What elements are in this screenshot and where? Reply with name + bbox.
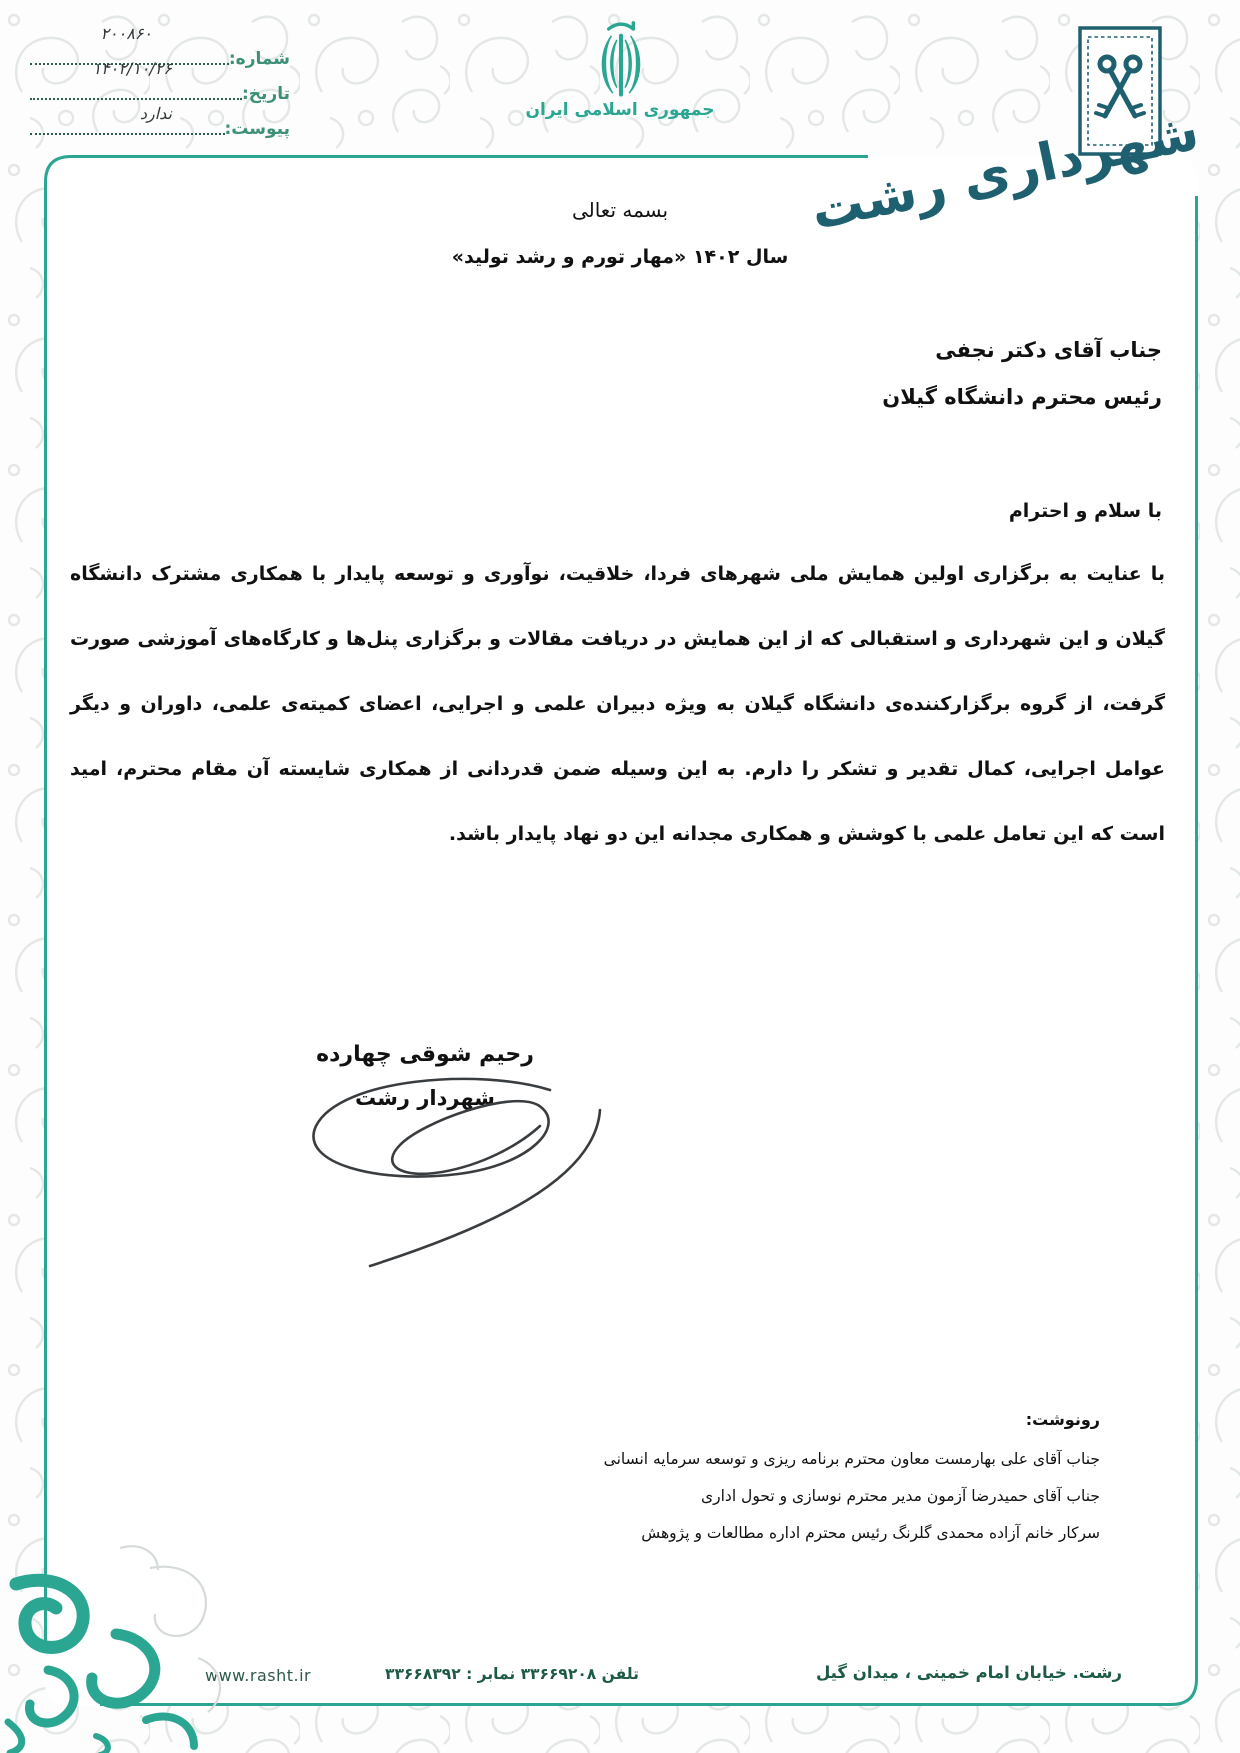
iran-emblem-icon: [585, 18, 657, 100]
attachment-dotted-line: [30, 133, 225, 135]
bismillah: بسمه تعالی: [571, 198, 669, 222]
number-value: ۲۰۰۸۶۰: [100, 24, 152, 43]
emblem-caption: جمهوری اسلامی ایران: [525, 100, 715, 120]
date-label: تاریخ:: [242, 84, 290, 104]
attachment-label: پیوست:: [224, 119, 290, 139]
signer-name: رحیم شوقی چهارده: [316, 1042, 534, 1067]
recipient-title: رئیس محترم دانشگاه گیلان: [882, 385, 1162, 409]
reference-fields: [28, 24, 290, 144]
number-label: شماره:: [228, 49, 290, 69]
signer-title: شهردار رشت: [355, 1086, 495, 1111]
footer-phone-fax: تلفن ۳۳۶۶۹۲۰۸ نمابر : ۳۳۶۶۸۳۹۲: [385, 1665, 639, 1683]
attachment-value: ندارد: [139, 104, 172, 123]
cc-item: جناب آقای علی بهارمست معاون محترم برنامه ریزی و توسعه سرمایه انسانی: [603, 1450, 1100, 1468]
cc-item: جناب آقای حمیدرضا آزمون مدیر محترم نوسازی و تحول اداری: [701, 1487, 1100, 1505]
signature-block: [275, 1042, 575, 1110]
cc-label: رونوشت:: [1025, 1410, 1100, 1429]
recipient-name: جناب آقای دکتر نجفی: [935, 338, 1162, 362]
salutation: با سلام و احترام: [1008, 500, 1162, 522]
date-value: ۱۴۰۲/۱۰/۲۶: [92, 59, 172, 78]
org-name-calligraphy: شهرداری رشت: [806, 101, 1205, 243]
cc-item: سرکار خانم آزاده محمدی گلرنگ رئیس محترم اداره مطالعات و پژوهش: [641, 1524, 1100, 1542]
year-slogan: سال ۱۴۰۲ «مهار تورم و رشد تولید»: [451, 246, 789, 268]
letter-body: با عنایت به برگزاری اولین همایش ملی شهرهای فردا، خلاقیت، نوآوری و توسعه پایدار با همکاری مشترک دانشگاه گیلان و این شهرداری و استقبالی که از این همایش در دریافت مقالات و برگزاری پنل‌ها و کارگاه‌های آموزشی صورت گرفت، از گروه برگزارکننده‌ی دانشگاه گیلان به ویژه دبیران علمی و اجرایی، اعضای کمیته‌ی علمی، داوران و دیگر عوامل اجرایی، کمال تقدیر و تشکر را دارم. به این وسیله ضمن قدردانی از همکاری شایسته آن مقام محترم، امید است که این تعامل علمی با کوشش و همکاری مجدانه این دو نهاد پایدار باشد.: [70, 563, 1165, 845]
corner-ornament-icon: [0, 1540, 235, 1753]
footer-address: رشت. خیابان امام خمینی ، میدان گیل: [815, 1663, 1122, 1682]
cc-block: [540, 1410, 1100, 1552]
footer-website: www.rasht.ir: [205, 1666, 312, 1685]
